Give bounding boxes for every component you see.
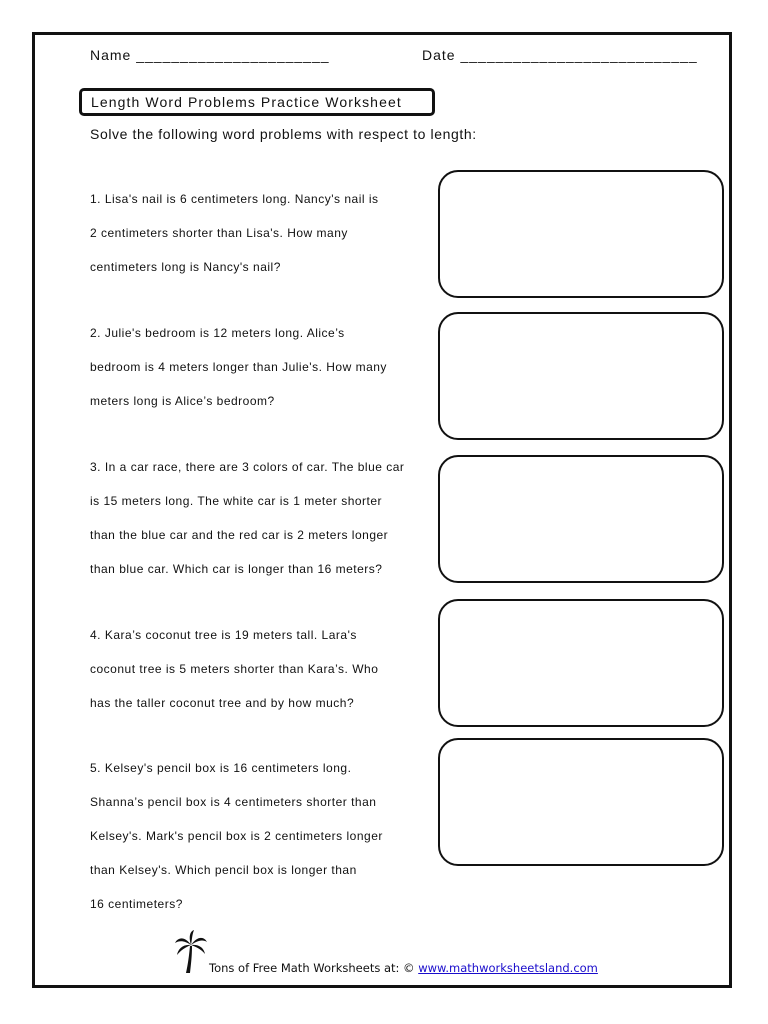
problem-line: 4. Kara’s coconut tree is 19 meters tall. Lara's (90, 628, 357, 642)
answer-box-3[interactable] (438, 455, 724, 583)
footer-label: Tons of Free Math Worksheets at: © (209, 961, 419, 975)
worksheet-title: Length Word Problems Practice Worksheet (79, 88, 435, 116)
answer-box-5[interactable] (438, 738, 724, 866)
problem-line: meters long is Alice’s bedroom? (90, 394, 275, 408)
problem-line: Kelsey's. Mark's pencil box is 2 centimeters longer (90, 829, 383, 843)
problem-line: 3. In a car race, there are 3 colors of car. The blue car (90, 460, 405, 474)
problem-line: bedroom is 4 meters longer than Julie's. How many (90, 360, 387, 374)
problem-line: 5. Kelsey's pencil box is 16 centimeters long. (90, 761, 352, 775)
palm-tree-icon (174, 930, 208, 974)
footer-text (209, 961, 598, 975)
problem-line: than blue car. Which car is longer than 16 meters? (90, 562, 383, 576)
problem-line: has the taller coconut tree and by how much? (90, 696, 355, 710)
answer-box-2[interactable] (438, 312, 724, 440)
date-field-label: Date ___________________________ (422, 47, 698, 63)
problem-line: 16 centimeters? (90, 897, 183, 911)
footer (174, 930, 634, 978)
problem-line: 2. Julie's bedroom is 12 meters long. Alice’s (90, 326, 345, 340)
problem-line: coconut tree is 5 meters shorter than Kara’s. Who (90, 662, 379, 676)
name-field-label: Name ______________________ (90, 47, 330, 63)
instructions-text: Solve the following word problems with respect to length: (90, 126, 477, 142)
answer-box-4[interactable] (438, 599, 724, 727)
footer-link[interactable]: www.mathworksheetsland.com (418, 961, 598, 975)
problem-line: centimeters long is Nancy's nail? (90, 260, 281, 274)
problem-line: than Kelsey's. Which pencil box is longer than (90, 863, 357, 877)
problem-line: 1. Lisa's nail is 6 centimeters long. Nancy's nail is (90, 192, 379, 206)
problem-line: is 15 meters long. The white car is 1 meter shorter (90, 494, 383, 508)
problem-line: Shanna’s pencil box is 4 centimeters shorter than (90, 795, 377, 809)
problem-line: than the blue car and the red car is 2 meters longer (90, 528, 389, 542)
answer-box-1[interactable] (438, 170, 724, 298)
problem-line: 2 centimeters shorter than Lisa's. How many (90, 226, 348, 240)
